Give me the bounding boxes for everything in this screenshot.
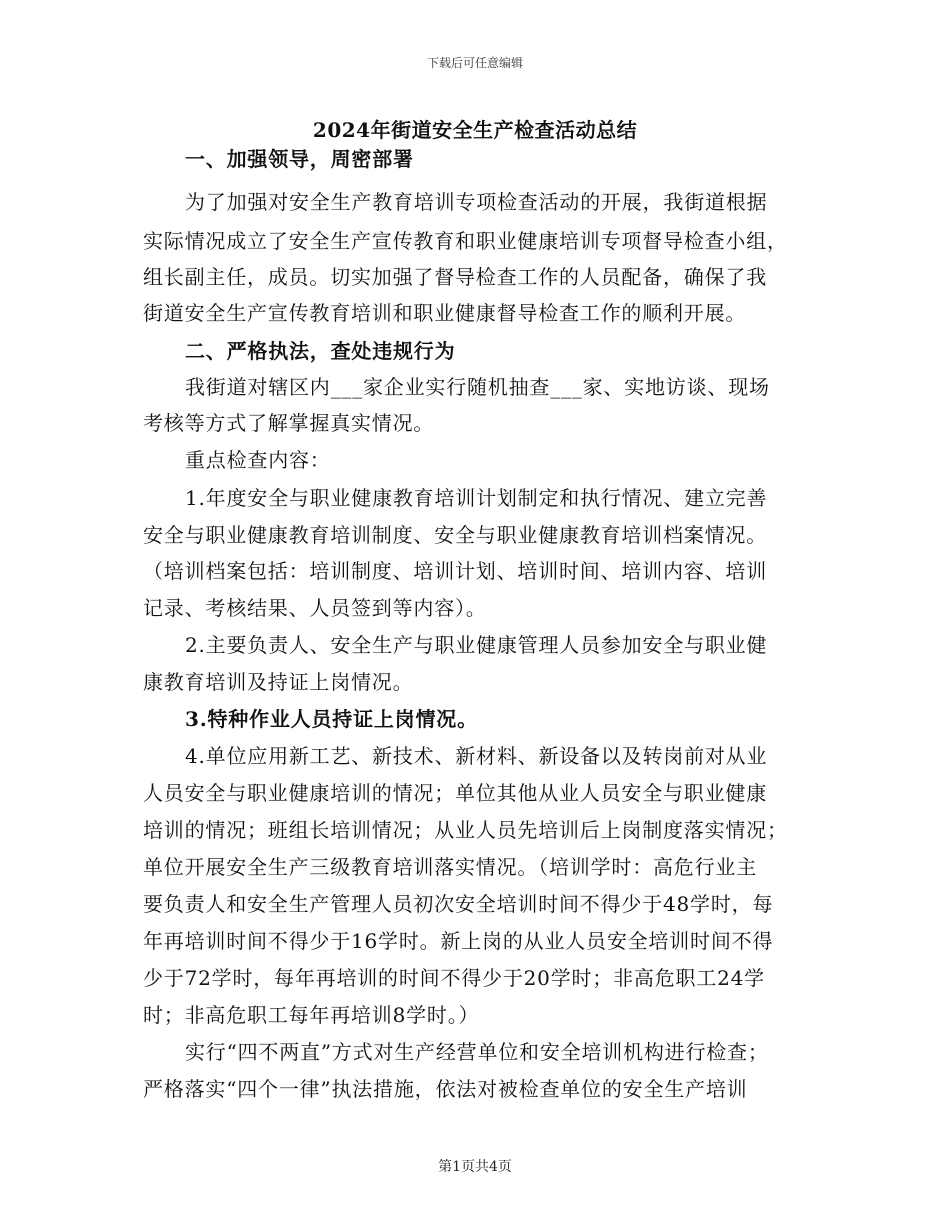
- paragraph-line: 培训的情况；班组长培训情况；从业人员先培训后上岗制度落实情况；: [143, 818, 788, 842]
- page-number: 第1页共4页: [438, 1159, 512, 1175]
- paragraph-line: 单位开展安全生产三级教育培训落实情况。（培训学时：高危行业主: [143, 855, 757, 879]
- bold-item-line: 3.特种作业人员持证上岗情况。: [185, 707, 478, 731]
- section-heading-1: 一、加强领导，周密部署: [185, 147, 414, 171]
- paragraph-line: 1.年度安全与职业健康教育培训计划制定和执行情况、建立完善: [185, 486, 768, 510]
- document-title: 2024年街道安全生产检查活动总结: [312, 118, 638, 142]
- paragraph-line: 2.主要负责人、安全生产与职业健康管理人员参加安全与职业健: [185, 633, 768, 657]
- paragraph-line: 组长副主任，成员。切实加强了督导检查工作的人员配备，确保了我: [143, 265, 767, 289]
- paragraph-line: 实行“四不两直”方式对生产经营单位和安全培训机构进行检查；: [185, 1040, 769, 1064]
- paragraph-line: 4.单位应用新工艺、新技术、新材料、新设备以及转岗前对从业: [185, 744, 768, 768]
- paragraph-line: 要负责人和安全生产管理人员初次安全培训时间不得少于48学时，每: [143, 892, 774, 916]
- paragraph-line: 重点检查内容：: [185, 448, 331, 472]
- paragraph-line: 年再培训时间不得少于16学时。新上岗的从业人员安全培训时间不得: [143, 929, 774, 953]
- paragraph-line: 我街道对辖区内___家企业实行随机抽查___家、实地访谈、现场: [185, 375, 770, 399]
- paragraph-line: 康教育培训及持证上岗情况。: [143, 670, 414, 694]
- paragraph-line: 时；非高危职工每年再培训8学时。）: [143, 1003, 480, 1027]
- paragraph-line: 街道安全生产宣传教育培训和职业健康督导检查工作的顺利开展。: [143, 301, 747, 325]
- section-heading-2: 二、严格执法，查处违规行为: [185, 339, 456, 363]
- paragraph-line: （培训档案包括：培训制度、培训计划、培训时间、培训内容、培训: [143, 559, 767, 583]
- paragraph-line: 记录、考核结果、人员签到等内容）。: [143, 596, 487, 620]
- paragraph-line: 人员安全与职业健康培训的情况；单位其他从业人员安全与职业健康: [143, 781, 767, 805]
- header-note: 下载后可任意编辑: [426, 56, 523, 70]
- paragraph-line: 考核等方式了解掌握真实情况。: [143, 411, 435, 435]
- paragraph-line: 少于72学时，每年再培训的时间不得少于20学时；非高危职工24学: [143, 966, 765, 990]
- paragraph-line: 安全与职业健康教育培训制度、安全与职业健康教育培训档案情况。: [143, 523, 767, 547]
- paragraph-line: 实际情况成立了安全生产宣传教育和职业健康培训专项督导检查小组，: [143, 229, 788, 253]
- paragraph-line: 严格落实“四个一律”执法措施，依法对被检查单位的安全生产培训: [143, 1077, 748, 1101]
- paragraph-line: 为了加强对安全生产教育培训专项检查活动的开展，我街道根据: [185, 190, 768, 214]
